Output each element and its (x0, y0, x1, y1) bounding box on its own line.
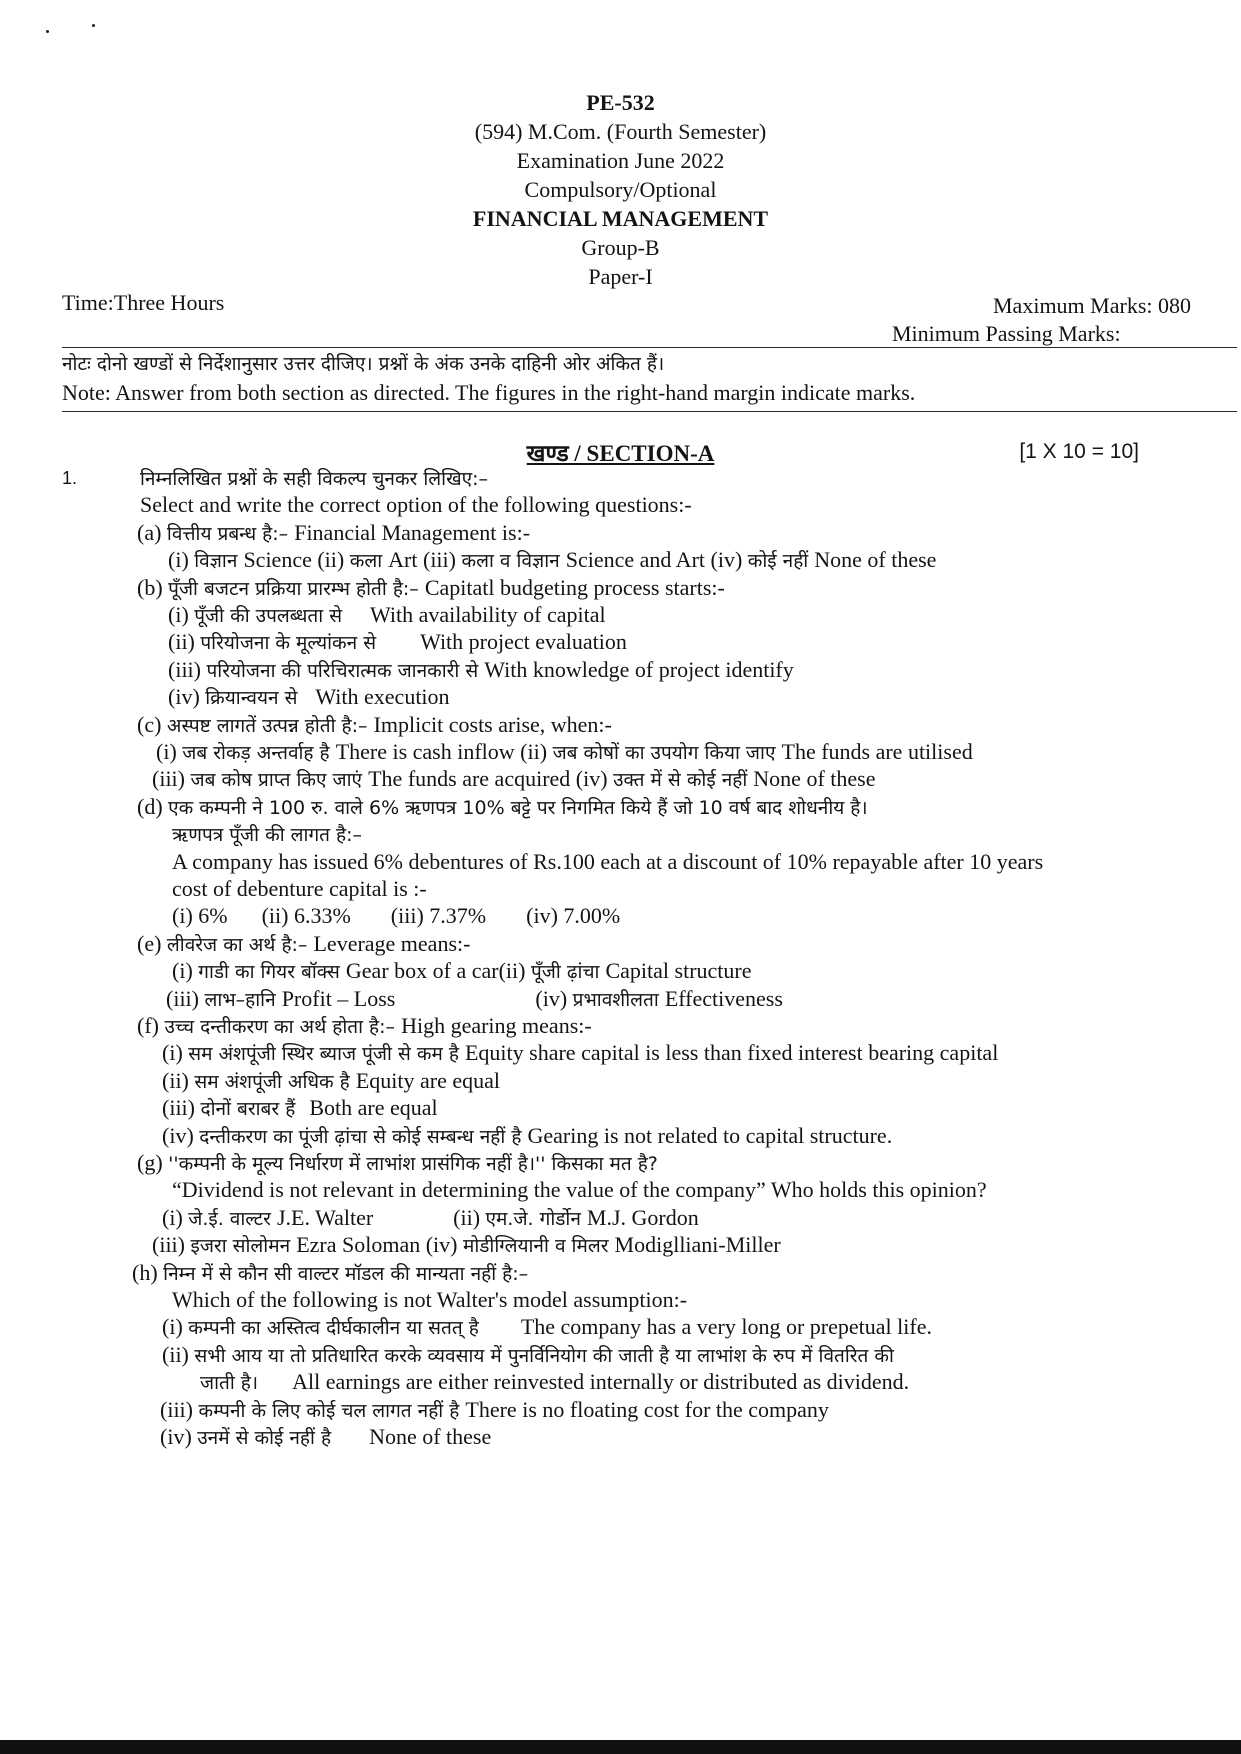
question-line (160, 1395, 829, 1426)
question-line (172, 956, 752, 987)
english-text: A company has issued 6% debentures of Rs.100 each at a discount of 10% repayable after 10 years (172, 848, 1044, 874)
english-text: J.E. Walter (276, 1204, 374, 1230)
hindi-text: मोडीग्लियानी व मिलर (462, 1235, 615, 1258)
hindi-text: पूँजी बजटन प्रक्रिया प्रारम्भ होती है:– (168, 577, 425, 600)
question-line (162, 1312, 932, 1343)
question-line (140, 463, 488, 494)
english-text: Art (iii) (388, 547, 462, 573)
english-text: (i) (162, 1040, 189, 1066)
question-line (137, 929, 470, 960)
hindi-text: परियोजना के मूल्यांकन से (200, 632, 377, 655)
hindi-text: कला (349, 550, 389, 573)
english-text: Equity are equal (355, 1067, 500, 1093)
english-text: (i) (172, 958, 199, 984)
question-line (152, 1230, 781, 1261)
question-line (168, 600, 606, 631)
hindi-text: जाती है। (200, 1372, 259, 1395)
english-text: (iii) (152, 1232, 191, 1258)
question-line (137, 518, 530, 549)
hindi-text: ''कम्पनी के मूल्य निर्धारण में लाभांश प्रासंगिक नहीं है।'' किसका मत है? (168, 1153, 658, 1175)
english-text: (i) (156, 739, 183, 764)
english-text: (iii) (166, 985, 205, 1011)
hindi-text: लीवरेज का अर्थ है:– (166, 933, 314, 956)
question-line (172, 819, 362, 850)
hindi-text: सभी आय या तो प्रतिधारित करके व्यवसाय में पुनर्विनियोग की जाती है या लाभांश के रुप में वितरित की (194, 1344, 894, 1367)
hindi-text: निम्नलिखित प्रश्नों के सही विकल्प चुनकर लिखिए:– (140, 468, 489, 490)
english-text: (ii) (168, 629, 201, 655)
hindi-text: कम्पनी का अस्तित्व दीर्घकालीन या सतत् है (188, 1317, 479, 1340)
question-line (156, 737, 973, 768)
english-text: (i) (162, 1314, 189, 1340)
hindi-text: सम अंशपूंजी अधिक है (194, 1070, 356, 1093)
english-text: Gearing is not related to capital structure. (527, 1122, 893, 1148)
english-text: The company has a very long or prepetual life. (520, 1314, 932, 1340)
english-text: (ii) (453, 1204, 486, 1230)
hindi-text: दोनों बराबर हैं (200, 1098, 296, 1121)
english-text: There is cash inflow (ii) (335, 739, 553, 764)
question-line (162, 1093, 438, 1124)
english-text: (iii) (152, 766, 191, 792)
english-text: (ii) (162, 1067, 195, 1093)
english-text: None of these (814, 547, 937, 573)
time-label: Time:Three Hours (62, 290, 225, 315)
hindi-text: प्रभावशीलता (572, 988, 665, 1011)
english-text: Capitatl budgeting process starts:- (424, 574, 725, 600)
english-text: (ii) 6.33% (261, 903, 351, 929)
question-line (162, 1121, 892, 1152)
question-line (168, 655, 794, 686)
divider-bottom (62, 411, 1237, 412)
hindi-text: पूँजी की उपलब्धता से (194, 605, 343, 627)
english-text: High gearing means:- (401, 1013, 592, 1038)
english-text: (d) (137, 793, 169, 819)
min-marks-label: Minimum Passing Marks: (892, 321, 1121, 346)
english-text: (i) (162, 1204, 189, 1230)
english-text: Which of the following is not Walter's model assumption:- (172, 1287, 688, 1312)
english-text: The funds are utilised (781, 739, 973, 764)
english-text: Both are equal (309, 1095, 438, 1121)
english-text: (f) (137, 1013, 165, 1038)
paper-code: PE-532 (586, 90, 655, 115)
hindi-text: जे.ई. वाल्टर (188, 1207, 277, 1230)
question-line (152, 764, 875, 795)
hindi-text: विज्ञान (194, 550, 244, 573)
question-line (166, 984, 783, 1015)
english-text: With knowledge of project identify (484, 656, 794, 682)
question-line (137, 792, 868, 823)
hindi-text: एम.जे. गोर्डोन (485, 1207, 587, 1230)
english-text: Profit – Loss (281, 985, 396, 1011)
note-hindi: नोटः दोनो खण्डों से निर्देशानुसार उत्तर दीजिए। प्रश्नों के अंक उनके दाहिनी ओर अंकित हैं। (62, 353, 665, 375)
hindi-text: निम्न में से कौन सी वाल्टर मॉडल की मान्यता नहीं है:– (163, 1262, 529, 1285)
question-line (137, 1148, 658, 1179)
question-line (172, 847, 1043, 877)
hindi-text: जब कोषों का उपयोग किया जाए (552, 742, 782, 764)
english-text: (iv) (535, 985, 573, 1011)
hindi-text: सम अंशपूंजी स्थिर ब्याज पूंजी से कम है (188, 1043, 465, 1066)
english-text: The funds are acquired (iv) (368, 766, 614, 792)
max-marks-label: Maximum Marks: 080 (993, 293, 1191, 318)
english-text: (h) (132, 1259, 164, 1285)
question-line (137, 1011, 592, 1042)
question-line (162, 1066, 500, 1097)
question-line (168, 627, 627, 658)
english-text: With project evaluation (420, 629, 627, 655)
question-line (132, 1258, 528, 1289)
hindi-text: कला व विज्ञान (461, 550, 566, 573)
section-marks: [1 X 10 = 10] (1019, 440, 1139, 463)
english-text: Financial Management is:- (294, 519, 531, 545)
english-text: Effectiveness (664, 985, 783, 1011)
english-text: Select and write the correct option of the following questions:- (140, 492, 692, 518)
group-line: Group-B (581, 235, 660, 260)
english-text: Science and Art (iv) (565, 547, 748, 573)
course-line: (594) M.Com. (Fourth Semester) (474, 119, 767, 144)
question-line (162, 1038, 998, 1069)
question-line (172, 1175, 987, 1205)
paper-line: Paper-I (588, 264, 653, 289)
english-text: All earnings are either reinvested internally or distributed as dividend. (292, 1369, 910, 1395)
english-text: Gear box of a car(ii) (345, 958, 531, 984)
exam-line: Examination June 2022 (516, 148, 725, 173)
english-text: (iv) (168, 684, 206, 710)
english-text: (iv) (162, 1122, 200, 1148)
english-text: Leverage means:- (313, 930, 471, 956)
scan-speck (46, 30, 49, 33)
hindi-text: अस्पष्ट लागतें उत्पन्न होती है:– (166, 714, 374, 737)
question-line (172, 901, 620, 931)
question-line (172, 1285, 687, 1315)
subject-title: FINANCIAL MANAGEMENT (472, 206, 769, 231)
hindi-text: कम्पनी के लिए कोई चल लागत नहीं है (198, 1399, 466, 1422)
english-text: There is no floating cost for the company (465, 1396, 829, 1422)
hindi-text: जब कोष प्राप्त किए जाएं (190, 769, 369, 792)
hindi-text: परियोजना की परिचिरात्मक जानकारी से (206, 659, 485, 682)
hindi-text: दन्तीकरण का पूंजी ढ़ांचा से कोई सम्बन्ध नहीं है (199, 1125, 528, 1148)
scan-speck (92, 24, 95, 27)
hindi-text: उच्च दन्तीकरण का अर्थ होता है:– (164, 1016, 402, 1038)
english-text: Equity share capital is less than fixed interest bearing capital (464, 1040, 999, 1066)
english-text: (e) (137, 930, 167, 956)
english-text: Capital structure (605, 958, 752, 984)
type-line: Compulsory/Optional (524, 177, 717, 202)
english-text: Modiglliani-Miller (614, 1232, 781, 1258)
hindi-text: उनमें से कोई नहीं है (197, 1427, 332, 1449)
hindi-text: वित्तीय प्रबन्ध है:– (166, 522, 295, 545)
question-line (168, 545, 936, 576)
hindi-text: कोई नहीं (747, 550, 815, 573)
english-text: (g) (137, 1150, 169, 1175)
hindi-text: उक्त में से कोई नहीं (613, 769, 754, 792)
english-text: Ezra Soloman (iv) (296, 1232, 463, 1258)
english-text: Science (ii) (243, 547, 350, 573)
hindi-text: इजरा सोलोमन (190, 1235, 297, 1258)
question-line (160, 1422, 491, 1453)
english-text: (a) (137, 519, 167, 545)
question-line (137, 710, 612, 741)
english-text: (ii) (162, 1341, 195, 1367)
english-text: (i) (168, 547, 195, 573)
question-line (137, 573, 725, 604)
question-number: 1. (62, 468, 78, 488)
english-text: None of these (369, 1424, 492, 1449)
hindi-text: लाभ–हानि (204, 988, 282, 1011)
english-text: M.J. Gordon (586, 1204, 699, 1230)
english-text: (iv) (160, 1424, 198, 1449)
question-line (168, 682, 450, 713)
question-line (140, 490, 692, 520)
english-text: “Dividend is not relevant in determining the value of the company” Who holds this opinion? (172, 1177, 987, 1203)
question-line (162, 1203, 699, 1234)
question-line (200, 1367, 909, 1398)
english-text: With availability of capital (370, 602, 606, 627)
hindi-text: ऋणपत्र पूँजी की लागत है:– (172, 824, 363, 847)
english-text: With execution (315, 684, 450, 710)
english-text: (i) (168, 602, 195, 627)
hindi-text: क्रियान्वयन से (205, 687, 298, 710)
hindi-text: एक कम्पनी ने 100 रु. वाले 6% ऋणपत्र 10% बट्टे पर निगमित किये हैं जो 10 वर्ष बाद शोधनीय है। (168, 796, 868, 819)
english-text: cost of debenture capital is :- (172, 876, 427, 901)
english-text: (iii) (168, 656, 207, 682)
note-english: Note: Answer from both section as directed. The figures in the right-hand margin indicate marks. (62, 380, 916, 405)
section-title: खण्ड / SECTION-A (526, 441, 715, 466)
english-text: (c) (137, 711, 167, 737)
english-text: (iii) (160, 1396, 199, 1422)
hindi-text: पूँजी ढ़ांचा (530, 961, 606, 984)
hindi-text: गाडी का गियर बॉक्स (198, 961, 346, 984)
english-text: None of these (753, 766, 876, 792)
english-text: Implicit costs arise, when:- (373, 711, 612, 737)
english-text: (iv) 7.00% (526, 903, 621, 929)
question-line (162, 1340, 894, 1371)
question-line (172, 874, 427, 904)
divider-top (62, 347, 1237, 348)
english-text: (iii) 7.37% (390, 903, 487, 929)
english-text: (i) 6% (172, 903, 228, 929)
english-text: (b) (137, 574, 169, 600)
hindi-text: जब रोकड़ अन्तर्वाह है (182, 742, 336, 764)
english-text: (iii) (162, 1095, 201, 1121)
scan-border (0, 1740, 1241, 1754)
paper-header (0, 88, 1241, 291)
